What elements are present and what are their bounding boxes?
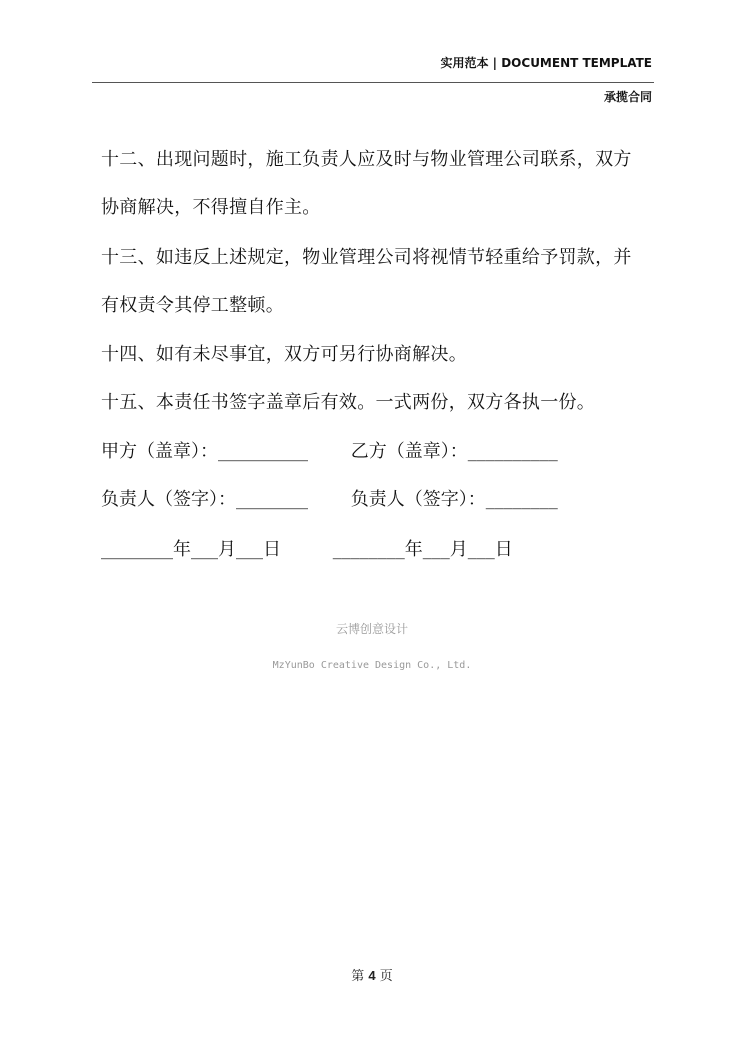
clause-14: 十四、如有未尽事宜，双方可另行协商解决。 xyxy=(101,344,467,365)
footer-company-name-en: MzYunBo Creative Design Co., Ltd. xyxy=(272,660,472,671)
page-number-suffix: 页 xyxy=(379,969,393,984)
page-number-value: 4 xyxy=(368,968,376,983)
party-a-person-field: 负责人（签字）：________ xyxy=(101,489,308,510)
party-b-seal-field: 乙方（盖章）：__________ xyxy=(350,441,558,462)
party-b-person-field: 负责人（签字）：________ xyxy=(350,489,558,510)
clause-13-line-1: 十三、如违反上述规定，物业管理公司将视情节轻重给予罚款，并 xyxy=(101,247,632,268)
clause-13-line-2: 有权责令其停工整顿。 xyxy=(101,295,284,316)
party-b-date-field: ________年___月___日 xyxy=(332,539,513,560)
page-number xyxy=(0,965,744,984)
party-a-date-field: ________年___月___日 xyxy=(101,539,281,560)
clause-12-line-2: 协商解决，不得擅自作主。 xyxy=(101,197,321,218)
page-number-prefix: 第 xyxy=(351,969,365,984)
party-a-seal-field: 甲方（盖章）：__________ xyxy=(101,441,308,462)
seal-signature-row xyxy=(101,437,558,463)
header-title: 实用范本 | DOCUMENT TEMPLATE xyxy=(440,56,652,70)
header-subtitle: 承揽合同 xyxy=(603,90,652,104)
person-signature-row xyxy=(101,485,558,511)
footer-company-name-cn: 云博创意设计 xyxy=(335,622,408,636)
date-row xyxy=(101,535,513,561)
header-divider xyxy=(92,82,654,83)
clause-15: 十五、本责任书签字盖章后有效。一式两份，双方各执一份。 xyxy=(101,392,596,413)
clause-12-line-1: 十二、出现问题时，施工负责人应及时与物业管理公司联系，双方 xyxy=(101,149,632,170)
